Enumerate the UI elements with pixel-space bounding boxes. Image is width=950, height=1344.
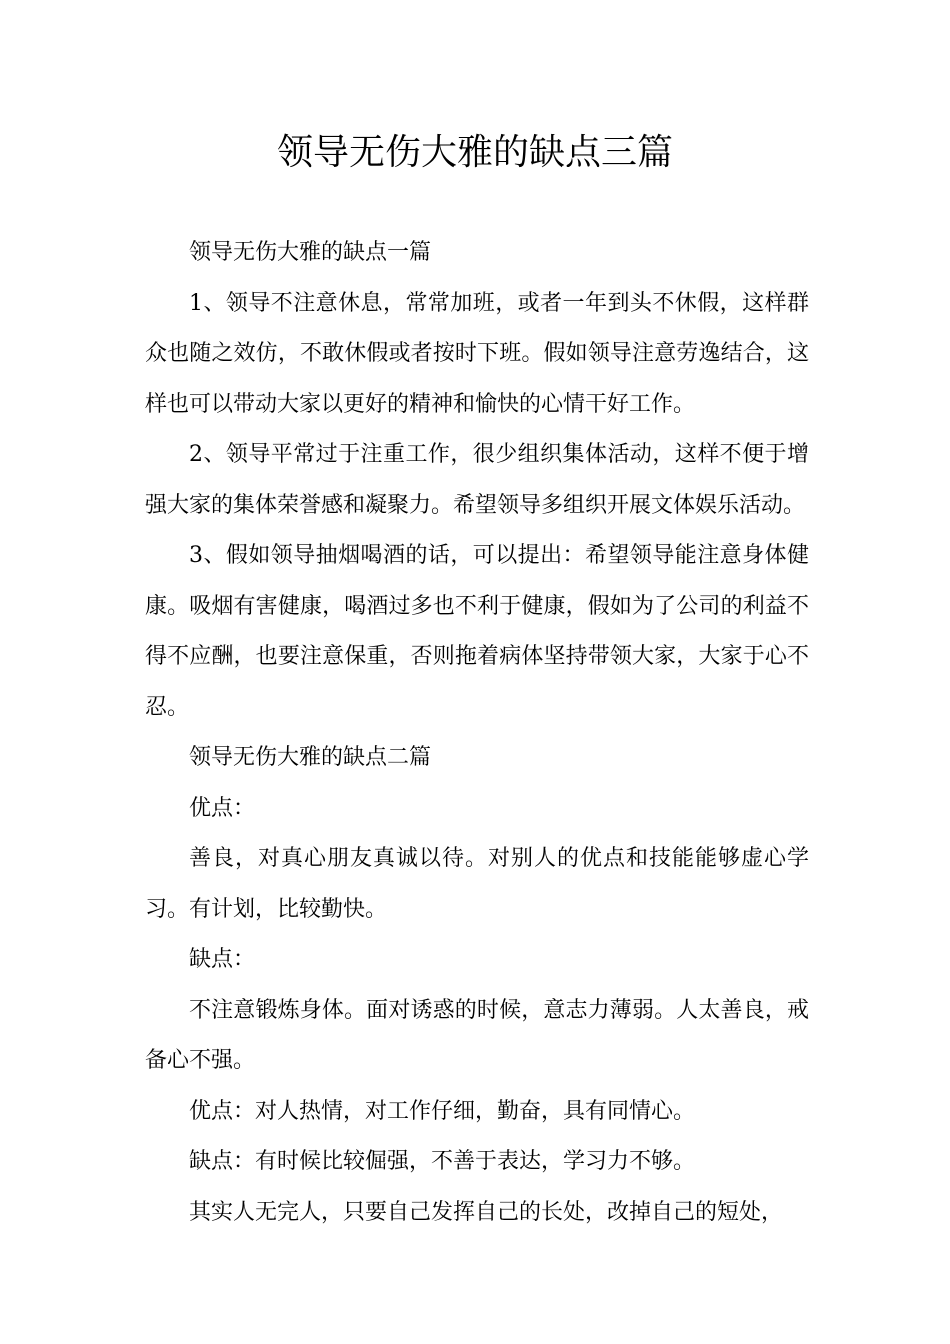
weaknesses-line: 缺点：有时候比较倔强，不善于表达，学习力不够。 (189, 1149, 696, 1174)
weaknesses-paragraph: 不注意锻炼身体。面对诱惑的时候，意志力薄弱。人太善良，戒备心不强。 (145, 997, 809, 1073)
document-body (145, 228, 809, 1238)
paragraph-point-2: 2、领导平常过于注重工作，很少组织集体活动，这样不便于增强大家的集体荣誉感和凝聚力。希望领导多组织开展文体娱乐活动。 (145, 442, 809, 518)
strengths-paragraph: 善良，对真心朋友真诚以待。对别人的优点和技能能够虚心学习。有计划，比较勤快。 (145, 846, 809, 922)
section-heading-one: 领导无伤大雅的缺点一篇 (189, 240, 432, 265)
section-heading-two: 领导无伤大雅的缺点二篇 (189, 745, 432, 770)
strengths-label: 优点： (189, 795, 256, 821)
strengths-line: 优点：对人热情，对工作仔细，勤奋，具有同情心。 (189, 1098, 696, 1124)
paragraph-point-3: 3、假如领导抽烟喝酒的话，可以提出：希望领导能注意身体健康。吸烟有害健康，喝酒过多也不利于健康，假如为了公司的利益不得不应酬，也要注意保重，否则拖着病体坚持带领大家，大家于心不忍。 (145, 543, 809, 720)
closing-paragraph: 其实人无完人，只要自己发挥自己的长处，改掉自己的短处， (189, 1199, 784, 1225)
paragraph-point-1: 1、领导不注意休息，常常加班，或者一年到头不休假，这样群众也随之效仿，不敢休假或者按时下班。假如领导注意劳逸结合，这样也可以带动大家以更好的精神和愉快的心情干好工作。 (145, 290, 809, 417)
weaknesses-label: 缺点： (189, 947, 256, 972)
document-title: 领导无伤大雅的缺点三篇 (276, 132, 673, 173)
